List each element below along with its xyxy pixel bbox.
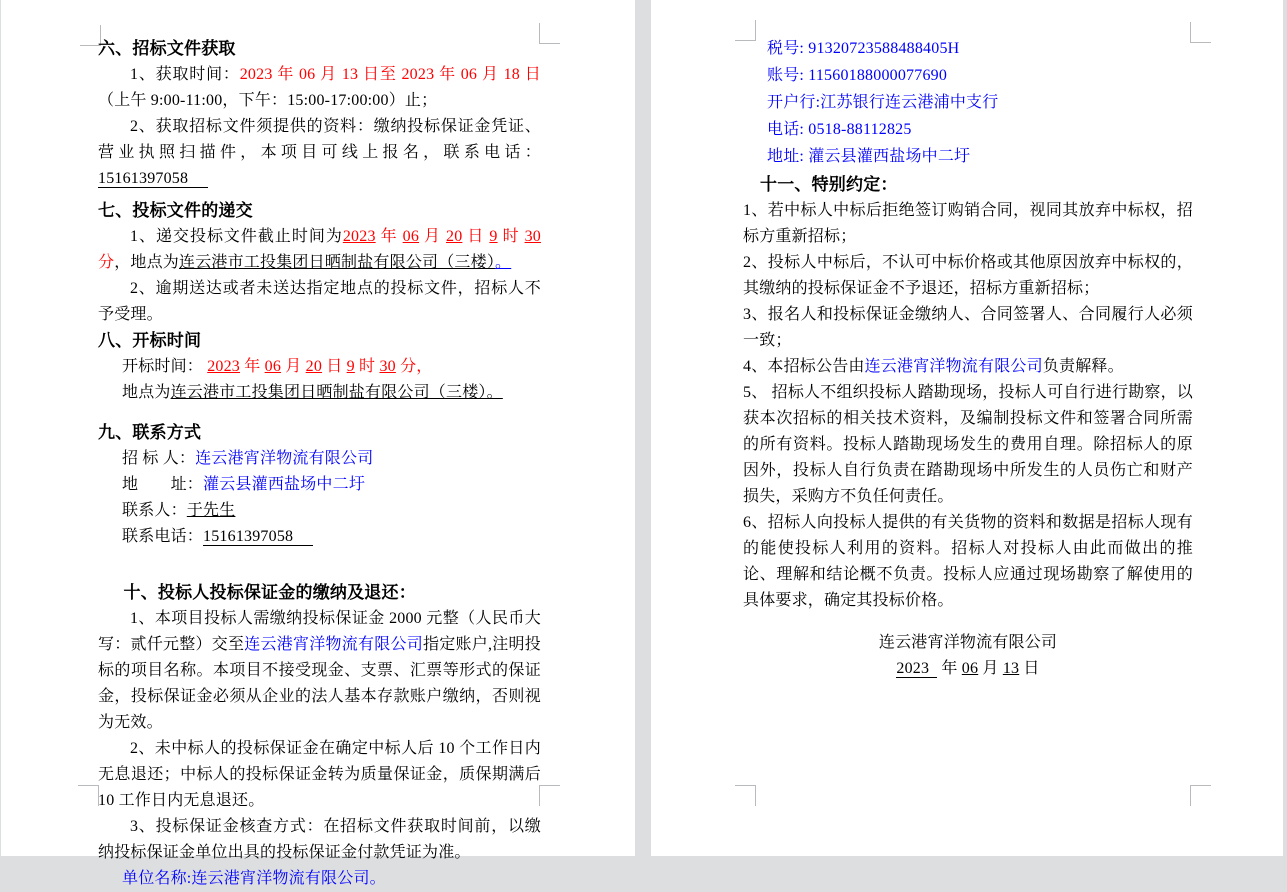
text-segment: 2、未中标人的投标保证金在确定中标人后 10 个工作日内无息退还；中标人的投标保证金转为质量保证金，质保期满后 10 工作日内无息退还。: [98, 740, 541, 809]
text-segment: 税号: 91320723588488405H: [767, 40, 960, 57]
para-10-3: [98, 814, 541, 866]
text-segment: 15161397058: [203, 528, 313, 546]
para-6-2: [98, 114, 541, 192]
signature-company: [743, 630, 1193, 656]
section-10-heading: 十、投标人投标保证金的缴纳及退还：: [123, 583, 416, 602]
contact-bidder: [98, 446, 541, 472]
contact-phone: [98, 524, 541, 550]
text-segment: 1、递交投标文件截止时间为: [130, 228, 343, 245]
text-segment: 2023: [342, 228, 376, 245]
section-9-heading: 九、联系方式: [98, 423, 202, 442]
text-segment: 开户行:江苏银行连云港浦中支行: [767, 94, 999, 111]
text-segment: 地 址：: [122, 476, 204, 493]
section-11-heading: 十一、特别约定：: [760, 175, 898, 194]
text-segment: 06: [402, 228, 420, 245]
text-segment: 13: [1002, 660, 1020, 677]
section-8-heading: 八、开标时间: [98, 331, 202, 350]
section-7-heading: 七、投标文件的递交: [98, 201, 253, 220]
text-segment: 1、本项目投标人需缴纳投标保证金 2000 元整（人民币大写：贰仟元整）交至: [98, 610, 541, 653]
page-2: [651, 0, 1283, 856]
text-segment: 开标时间：: [122, 358, 208, 375]
page-1: [1, 0, 635, 887]
para-11-6: [743, 510, 1193, 614]
text-segment: 单位名称:连云港宵洋物流有限公司。: [122, 870, 386, 887]
text-segment: 年: [937, 660, 962, 677]
text-segment: 灌云县灌西盐场中二圩: [203, 476, 366, 493]
text-segment: 指定账户,注明投标的项目名称。本项目不接受现金、支票、汇票等形式的保证金，投标保证金必须从企业的法人基本存款账户缴纳，否则视为无效。: [98, 636, 541, 731]
text-segment: 9: [346, 358, 355, 375]
text-segment: 2023 年 06 月 13 日至 2023 年 06 月 18 日: [239, 66, 541, 83]
para-7-2: [98, 276, 541, 328]
text-segment: 日: [462, 228, 490, 245]
text-segment: 日: [322, 358, 347, 375]
text-segment: 2、逾期送达或者未送达指定地点的投标文件，招标人不予受理。: [98, 280, 541, 323]
bank-tax-number: [743, 36, 1193, 62]
text-segment: 30: [524, 228, 541, 245]
text-segment: 15161397058: [98, 170, 208, 188]
para-10-2: [98, 736, 541, 814]
signature-date: [743, 656, 1193, 682]
text-segment: 连云港宵洋物流有限公司: [864, 358, 1043, 375]
text-segment: 地点为: [122, 384, 171, 401]
text-segment: 5、 招标人不组织投标人踏勘现场，投标人可自行进行勘察，以获本次招标的相关技术资料，及编制投标文件和签署合同所需的所有资料。投标人踏勘现场发生的费用自理。除招标人的原因外，投标人自行负责在踏勘现场中所发生的人员伤亡和财产损失，采购方不负任何责任。: [743, 384, 1193, 505]
text-segment: 月: [978, 660, 1003, 677]
para-11-1: [743, 198, 1193, 250]
page-2-content: [743, 36, 1193, 682]
text-segment: （上午 9:00-11:00，下午：15:00-17:00:00）止；: [98, 92, 438, 109]
text-segment: 。: [495, 254, 512, 271]
para-11-5: [743, 380, 1193, 510]
text-segment: 2、获取招标文件须提供的资料：缴纳投标保证金凭证、营业执照扫描件，本项目可线上报名，联系电话：: [98, 118, 541, 161]
para-10-1: [98, 606, 541, 736]
text-segment: 负责解释。: [1042, 358, 1124, 375]
text-segment: 月: [281, 358, 306, 375]
text-segment: 连云港宵洋物流有限公司: [244, 636, 424, 653]
text-segment: 年: [375, 228, 403, 245]
contact-person: [98, 498, 541, 524]
text-segment: 日: [1019, 660, 1040, 677]
text-segment: 账号: 11560188000077690: [767, 67, 948, 84]
text-segment: 20: [446, 228, 463, 245]
text-segment: 联系人：: [122, 502, 187, 519]
text-segment: 06: [264, 358, 282, 375]
text-segment: 地址: 灌云县灌西盐场中二圩: [767, 148, 971, 165]
para-11-4: [743, 354, 1193, 380]
para-8-1: [98, 354, 541, 380]
text-segment: 2、投标人中标后，不认可中标价格或其他原因放弃中标权的，其缴纳的投标保证金不予退还，招标方重新招标；: [743, 254, 1193, 297]
para-8-2: [98, 380, 541, 406]
text-segment: 4、本招标公告由: [743, 358, 865, 375]
text-segment: 连云港宵洋物流有限公司: [878, 634, 1058, 651]
text-segment: 2023: [896, 660, 937, 678]
text-segment: 6、招标人向投标人提供的有关货物的资料和数据是招标人现有的能使投标人利用的资料。招标人对投标人由此而做出的推论、理解和结论概不负责。投标人应通过现场勘察了解使用的具体要求，确定其投标价格。: [743, 514, 1193, 609]
margin-mark-top-right-icon: [1190, 22, 1211, 43]
text-segment: 分: [98, 254, 115, 271]
text-segment: ，地点为: [114, 254, 180, 271]
text-segment: 连云港宵洋物流有限公司: [195, 450, 374, 467]
bank-branch: [743, 90, 1193, 116]
bank-phone: [743, 117, 1193, 143]
text-segment: 1、若中标人中标后拒绝签订购销合同，视同其放弃中标权，招标方重新招标；: [743, 202, 1193, 245]
text-segment: 月: [419, 228, 447, 245]
margin-mark-bottom-left-icon: [78, 785, 99, 806]
margin-mark-bottom-right-icon: [539, 785, 560, 806]
margin-mark-bottom-left-icon: [735, 785, 756, 806]
text-segment: 3、投标保证金核查方式：在招标文件获取时间前，以缴纳投标保证金单位出具的投标保证金付款凭证为准。: [98, 818, 541, 861]
section-6-heading: 六、招标文件获取: [98, 39, 236, 58]
text-segment: 1、获取时间：: [130, 66, 240, 83]
page-1-content: [98, 36, 541, 892]
margin-mark-top-right-icon: [539, 23, 560, 44]
bank-address: [743, 144, 1193, 170]
text-segment: 于先生: [186, 502, 236, 519]
text-segment: 年: [240, 358, 265, 375]
text-segment: 时: [497, 228, 525, 245]
text-segment: 2023: [207, 358, 241, 375]
para-11-2: [743, 250, 1193, 302]
text-segment: 连云港市工投集团日晒制盐有限公司（三楼）: [179, 254, 496, 271]
text-segment: 连云港市工投集团日晒制盐有限公司（三楼）。: [170, 384, 503, 401]
text-segment: 招 标 人：: [122, 450, 196, 467]
contact-address: [98, 472, 541, 498]
text-segment: 3、报名人和投标保证金缴纳人、合同签署人、合同履行人必须一致；: [743, 306, 1193, 349]
text-segment: 06: [961, 660, 979, 677]
text-segment: 联系电话：: [122, 528, 204, 545]
text-segment: 20: [305, 358, 323, 375]
text-segment: 时: [354, 358, 380, 375]
para-7-1: [98, 224, 541, 276]
text-segment: 分，: [395, 358, 433, 375]
para-11-3: [743, 302, 1193, 354]
text-segment: 9: [489, 228, 498, 245]
para-6-1: [98, 62, 541, 114]
text-segment: 30: [379, 358, 396, 375]
margin-mark-bottom-right-icon: [1190, 785, 1211, 806]
bank-account-number: [743, 63, 1193, 89]
text-segment: 电话: 0518-88112825: [767, 121, 912, 138]
para-10-unit-name: [98, 866, 541, 892]
